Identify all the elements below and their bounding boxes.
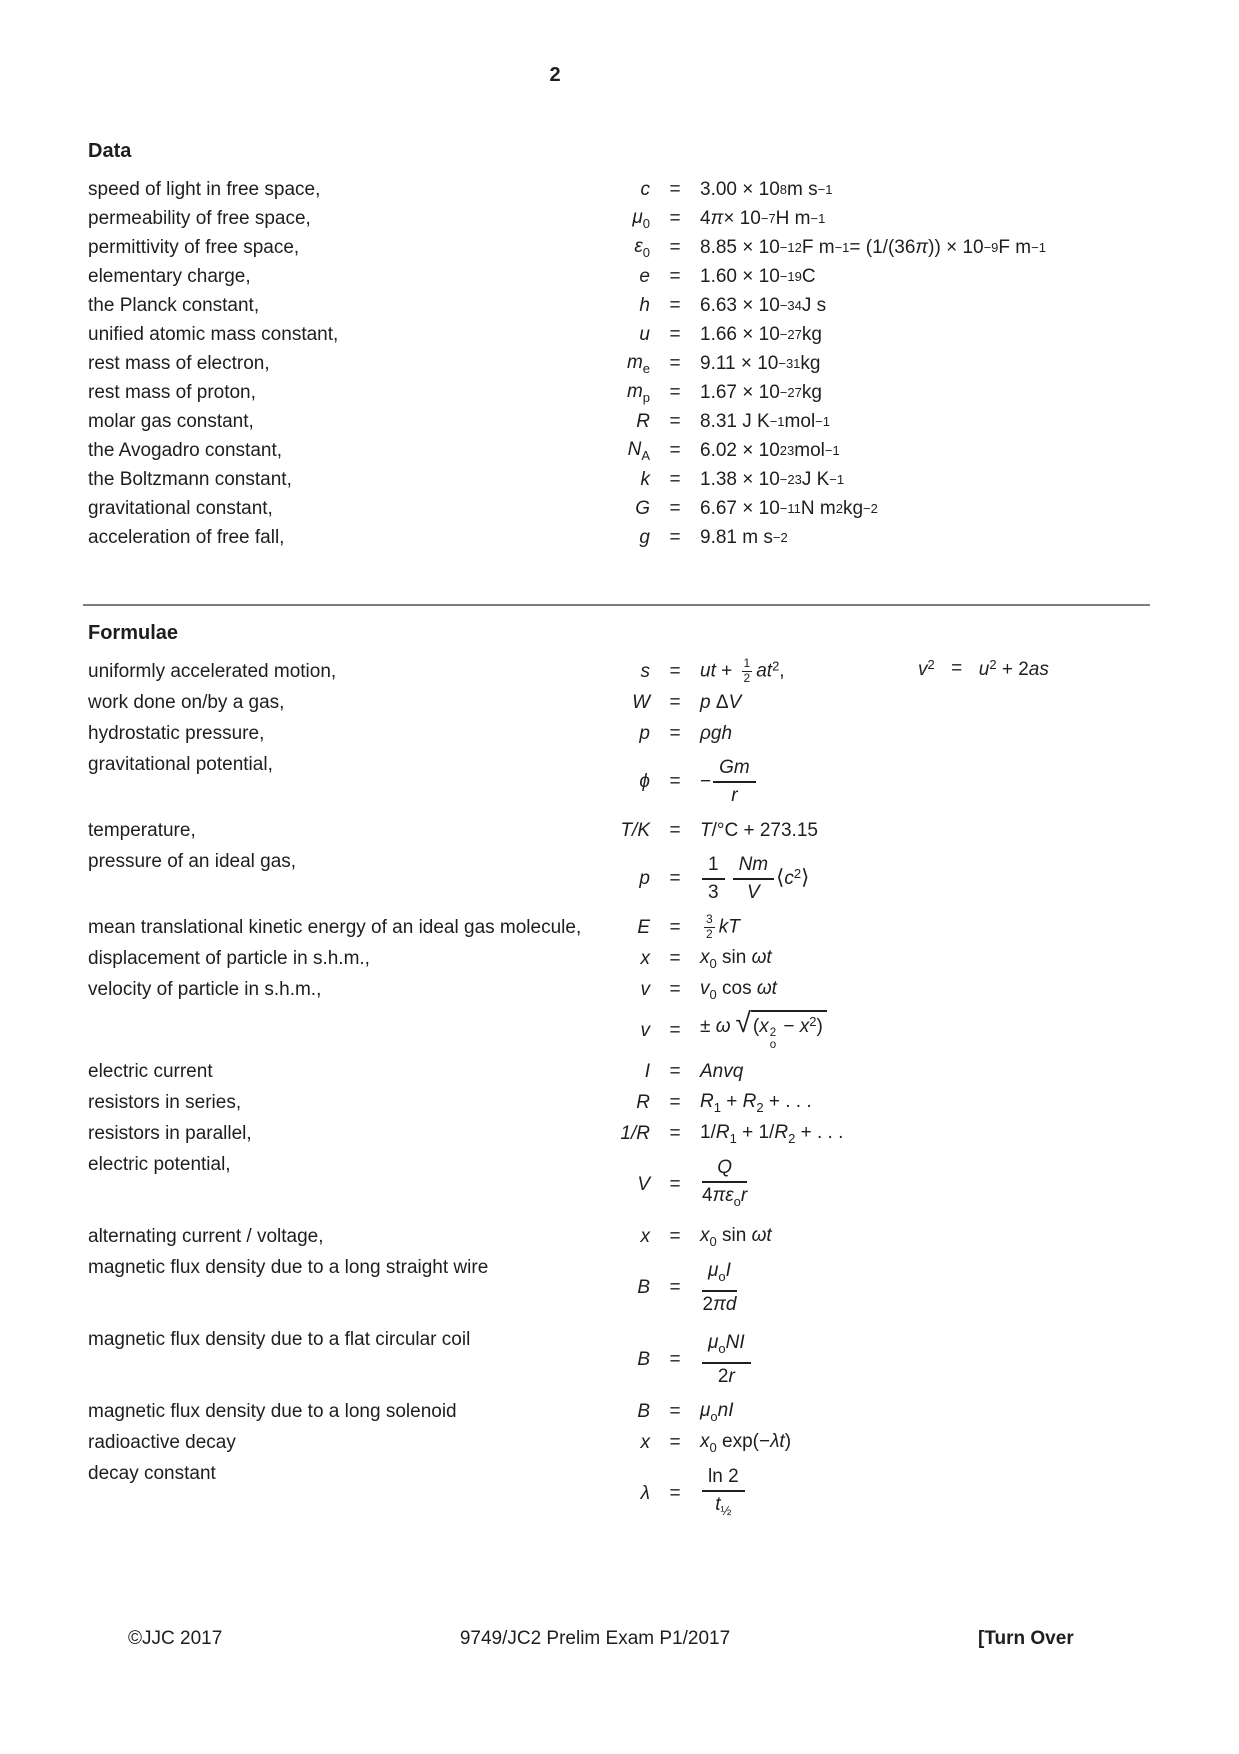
- formula-second-equation: [918, 657, 1049, 681]
- formula-value: [700, 657, 1163, 686]
- constant-value: 8.85 × 10 −12 F m −1 = (1/(36 π )) × 10 −9 F m −1: [700, 236, 1046, 258]
- equals-sign: =: [669, 497, 681, 519]
- formula-symbol: λ: [640, 1483, 650, 1504]
- formula-symbol: p: [639, 868, 650, 889]
- formula-value: [700, 692, 1163, 714]
- constant-label: the Boltzmann constant,: [88, 469, 292, 490]
- formula-symbol: x: [640, 947, 650, 969]
- equals-sign: =: [669, 722, 681, 744]
- formula-value: [700, 913, 1163, 942]
- constant-value: 4 π × 10 −7 H m −1: [700, 207, 826, 229]
- page-content: [88, 140, 1163, 1531]
- formula-label: resistors in parallel,: [88, 1123, 252, 1144]
- formula-symbol: V: [637, 1174, 650, 1195]
- data-section-heading: Data: [88, 140, 132, 162]
- formula-value: [700, 847, 1163, 911]
- formula-row: [88, 1459, 1163, 1529]
- formula-symbol: 1/R: [620, 1122, 650, 1144]
- formula-expression: ± ω √ (x 2 o − $x^2$): [700, 1006, 827, 1055]
- formula-expression: Anvq: [700, 1060, 744, 1082]
- constant-label: the Avogadro constant,: [88, 440, 283, 461]
- formula-symbol: s: [640, 660, 650, 682]
- formula-row: [88, 1397, 1163, 1426]
- equals-sign: =: [669, 1277, 681, 1298]
- constant-label: permittivity of free space,: [88, 237, 300, 258]
- formula-row: [88, 657, 1163, 686]
- equals-sign: =: [669, 178, 681, 200]
- constant-symbol: h: [639, 294, 650, 316]
- formula-value: [700, 1325, 1163, 1395]
- constant-symbol: $m_e$: [626, 351, 650, 376]
- footer-turn-over: [Turn Over: [978, 1628, 1074, 1649]
- formula-symbol: E: [637, 916, 650, 938]
- data-row: [88, 262, 1163, 291]
- formula-value: [700, 1459, 1163, 1529]
- constant-symbol: $\mu_0$: [632, 206, 650, 231]
- formula-label: alternating current / voltage,: [88, 1226, 324, 1247]
- formula-label: mean translational kinetic energy of an ideal gas molecule,: [88, 917, 582, 938]
- equals-sign: =: [669, 1122, 681, 1144]
- formula-value: [700, 1150, 1163, 1220]
- constant-value: 3.00 × 10 8 m s −1: [700, 178, 833, 200]
- equals-sign: =: [669, 1060, 681, 1082]
- data-row: [88, 175, 1163, 204]
- formula-label: decay constant: [88, 1463, 216, 1484]
- constant-value: 9.81 m s −2: [700, 526, 788, 548]
- section-divider: [83, 604, 1150, 606]
- equals-sign: =: [669, 1225, 681, 1247]
- constant-value: 1.67 × 10 −27 kg: [700, 381, 822, 403]
- constant-symbol: u: [639, 323, 650, 345]
- equals-sign: =: [669, 978, 681, 1000]
- formula-expression: $u^2 + 2as$: [978, 657, 1049, 681]
- formula-label: magnetic flux density due to a flat circular coil: [88, 1329, 471, 1350]
- equals-sign: =: [669, 771, 681, 792]
- formula-row: [88, 1253, 1163, 1323]
- constant-label: the Planck constant,: [88, 295, 260, 316]
- equals-sign: =: [669, 526, 681, 548]
- formula-expression: $\frac{\ln 2}{t_{\frac{1}{2}}}$: [700, 1459, 747, 1529]
- equals-sign: =: [669, 1431, 681, 1453]
- data-rows: [88, 175, 1163, 552]
- formula-row: [88, 847, 1163, 911]
- equals-sign: =: [669, 1091, 681, 1113]
- data-row: [88, 233, 1163, 262]
- constant-label: acceleration of free fall,: [88, 527, 285, 548]
- formula-expression: $1/R_1 + 1/R_2$ + . . .: [700, 1121, 844, 1146]
- equals-sign: =: [669, 916, 681, 938]
- formula-symbol: R: [636, 1091, 650, 1113]
- formula-expression: − $\frac{Gm}{r}$: [700, 750, 758, 814]
- constant-label: gravitational constant,: [88, 498, 273, 519]
- data-row: [88, 378, 1163, 407]
- constant-symbol: $N_A$: [627, 438, 650, 463]
- equals-sign: =: [669, 439, 681, 461]
- formula-symbol: T/K: [620, 819, 650, 841]
- formula-value: [700, 723, 1163, 745]
- formula-expression: $\frac{1}{3}$ $\frac{Nm}{V}$ $⟨c^2⟩$: [700, 847, 809, 911]
- equals-sign: =: [669, 1349, 681, 1370]
- footer-copyright: ©JJC 2017: [128, 1628, 223, 1649]
- formula-value: [700, 947, 1163, 971]
- formula-row: [88, 688, 1163, 717]
- equals-sign: =: [669, 265, 681, 287]
- constant-symbol: $\varepsilon_0$: [634, 235, 650, 260]
- constant-label: permeability of free space,: [88, 208, 311, 229]
- equals-sign: =: [669, 381, 681, 403]
- formula-expression: $\mu_onI$: [700, 1399, 734, 1424]
- formula-row: [88, 816, 1163, 845]
- formula-expression: p ΔV: [700, 691, 742, 713]
- formula-expression: $x_0$ sin ωt: [700, 1224, 772, 1249]
- formula-symbol: W: [632, 691, 650, 713]
- data-row: [88, 204, 1163, 233]
- equals-sign: =: [669, 468, 681, 490]
- formula-label: velocity of particle in s.h.m.,: [88, 979, 322, 1000]
- formula-row: [88, 944, 1163, 973]
- equals-sign: =: [669, 1400, 681, 1422]
- formula-symbol: v: [640, 1019, 650, 1041]
- formula-symbol: v: [640, 978, 650, 1000]
- constant-label: molar gas constant,: [88, 411, 254, 432]
- formula-value: [700, 820, 1163, 842]
- formula-expression: $\frac{\mu_oNI}{2r}$: [700, 1325, 753, 1395]
- constant-symbol: e: [639, 265, 650, 287]
- equals-sign: =: [669, 410, 681, 432]
- constant-label: unified atomic mass constant,: [88, 324, 339, 345]
- equals-sign: =: [669, 819, 681, 841]
- formula-expression: $\frac{3}{2}$ kT: [706, 912, 740, 941]
- constant-value: 6.02 × 10 23 mol −1: [700, 439, 840, 461]
- equals-sign: =: [669, 1483, 681, 1504]
- formula-symbol: p: [639, 722, 650, 744]
- formula-value: [700, 1122, 1163, 1146]
- data-row: [88, 291, 1163, 320]
- equals-sign: =: [951, 658, 963, 680]
- formula-label: gravitational potential,: [88, 754, 273, 775]
- constant-value: 6.63 × 10 −34 J s: [700, 294, 827, 316]
- formula-symbol: B: [637, 1400, 650, 1422]
- formula-expression: $x_0$ exp(−λt): [700, 1430, 792, 1455]
- formula-label: radioactive decay: [88, 1432, 236, 1453]
- constant-symbol: R: [636, 410, 650, 432]
- data-row: [88, 436, 1163, 465]
- footer-paper-code: 9749/JC2 Prelim Exam P1/2017: [459, 1628, 731, 1649]
- equals-sign: =: [669, 294, 681, 316]
- data-row: [88, 320, 1163, 349]
- formula-value: [700, 1253, 1163, 1323]
- formula-label: electric current: [88, 1061, 213, 1082]
- formula-row: [88, 1119, 1163, 1148]
- formula-symbol: I: [644, 1060, 650, 1082]
- formula-label: magnetic flux density due to a long straight wire: [88, 1257, 489, 1278]
- formula-row: [88, 1428, 1163, 1457]
- constant-value: 1.66 × 10 −27 kg: [700, 323, 822, 345]
- formula-row: [88, 750, 1163, 814]
- formula-expression: ρgh: [700, 722, 733, 744]
- formula-row: [88, 1222, 1163, 1251]
- formula-symbol: x: [640, 1431, 650, 1453]
- constant-label: rest mass of electron,: [88, 353, 270, 374]
- equals-sign: =: [669, 207, 681, 229]
- equals-sign: =: [669, 1019, 681, 1041]
- formula-value: [700, 1061, 1163, 1083]
- equals-sign: =: [669, 1174, 681, 1195]
- constant-value: 6.67 × 10 −11 N m 2 kg −2: [700, 497, 878, 519]
- formula-value: [700, 1091, 1163, 1115]
- formula-expression: $v_0$ cos ωt: [700, 977, 777, 1002]
- formula-symbol: B: [637, 1349, 650, 1370]
- formula-expression: $\frac{\mu_oI}{2\pi d}$: [702, 1260, 737, 1315]
- equals-sign: =: [669, 323, 681, 345]
- formula-value: [700, 750, 1163, 814]
- constant-symbol: G: [635, 497, 650, 519]
- formula-row: [88, 719, 1163, 748]
- data-row: [88, 465, 1163, 494]
- equals-sign: =: [669, 660, 681, 682]
- equals-sign: =: [669, 352, 681, 374]
- formula-label: pressure of an ideal gas,: [88, 851, 297, 872]
- constant-symbol: c: [640, 178, 650, 200]
- constant-symbol: $m_p$: [626, 380, 650, 405]
- formula-value: [700, 1006, 1163, 1055]
- formula-label: hydrostatic pressure,: [88, 723, 265, 744]
- formula-label: work done on/by a gas,: [88, 692, 285, 713]
- constant-symbol: g: [639, 526, 650, 548]
- formula-label: displacement of particle in s.h.m.,: [88, 948, 370, 969]
- formulae-section-heading: Formulae: [88, 622, 179, 644]
- constant-value: 9.11 × 10 −31 kg: [700, 352, 821, 374]
- data-section: [88, 140, 1163, 552]
- formula-label: resistors in series,: [88, 1092, 242, 1113]
- formula-row: [88, 975, 1163, 1004]
- formula-expression: T/°C + 273.15: [700, 819, 818, 841]
- formula-value: [700, 1431, 1163, 1455]
- constant-label: rest mass of proton,: [88, 382, 256, 403]
- constant-value: 1.60 × 10 −19 C: [700, 265, 816, 287]
- data-row: [88, 494, 1163, 523]
- formula-label: magnetic flux density due to a long solenoid: [88, 1401, 457, 1422]
- formula-value: [700, 1225, 1163, 1249]
- formula-row: [88, 913, 1163, 942]
- formula-expression: ut + $\frac{1}{2}$ $at^2$,: [700, 656, 785, 685]
- formula-value: [700, 978, 1163, 1002]
- formula-expression: $x_0$ sin ωt: [700, 946, 772, 971]
- data-row: [88, 349, 1163, 378]
- formula-label: temperature,: [88, 820, 196, 841]
- equals-sign: =: [669, 947, 681, 969]
- equals-sign: =: [669, 868, 681, 889]
- data-row: [88, 407, 1163, 436]
- formula-value: [700, 1400, 1163, 1424]
- formula-symbol: B: [637, 1277, 650, 1298]
- formula-row: [88, 1088, 1163, 1117]
- formula-row: [88, 1150, 1163, 1220]
- formula-expression: $\frac{Q}{4\pi\varepsilon_or}$: [702, 1157, 748, 1209]
- formula-expression: $R_1 + R_2$ + . . .: [700, 1090, 812, 1115]
- formula-symbol: ϕ: [639, 771, 650, 792]
- data-row: [88, 523, 1163, 552]
- formula-row: [88, 1325, 1163, 1395]
- formulae-section: [88, 622, 1163, 1529]
- constant-label: elementary charge,: [88, 266, 251, 287]
- page-number: 2: [549, 64, 561, 86]
- formula-symbol: x: [640, 1225, 650, 1247]
- constant-symbol: k: [640, 468, 650, 490]
- equals-sign: =: [669, 691, 681, 713]
- formula-label: uniformly accelerated motion,: [88, 661, 337, 682]
- formula-label: electric potential,: [88, 1154, 231, 1175]
- equals-sign: =: [669, 236, 681, 258]
- formula-row: [88, 1057, 1163, 1086]
- constant-value: 1.38 × 10 −23 J K −1: [700, 468, 845, 490]
- formula-row: [88, 1006, 1163, 1055]
- constant-value: 8.31 J K −1 mol −1: [700, 410, 830, 432]
- formula-symbol: $v^2$: [918, 657, 935, 681]
- formula-rows: [88, 657, 1163, 1529]
- constant-label: speed of light in free space,: [88, 179, 321, 200]
